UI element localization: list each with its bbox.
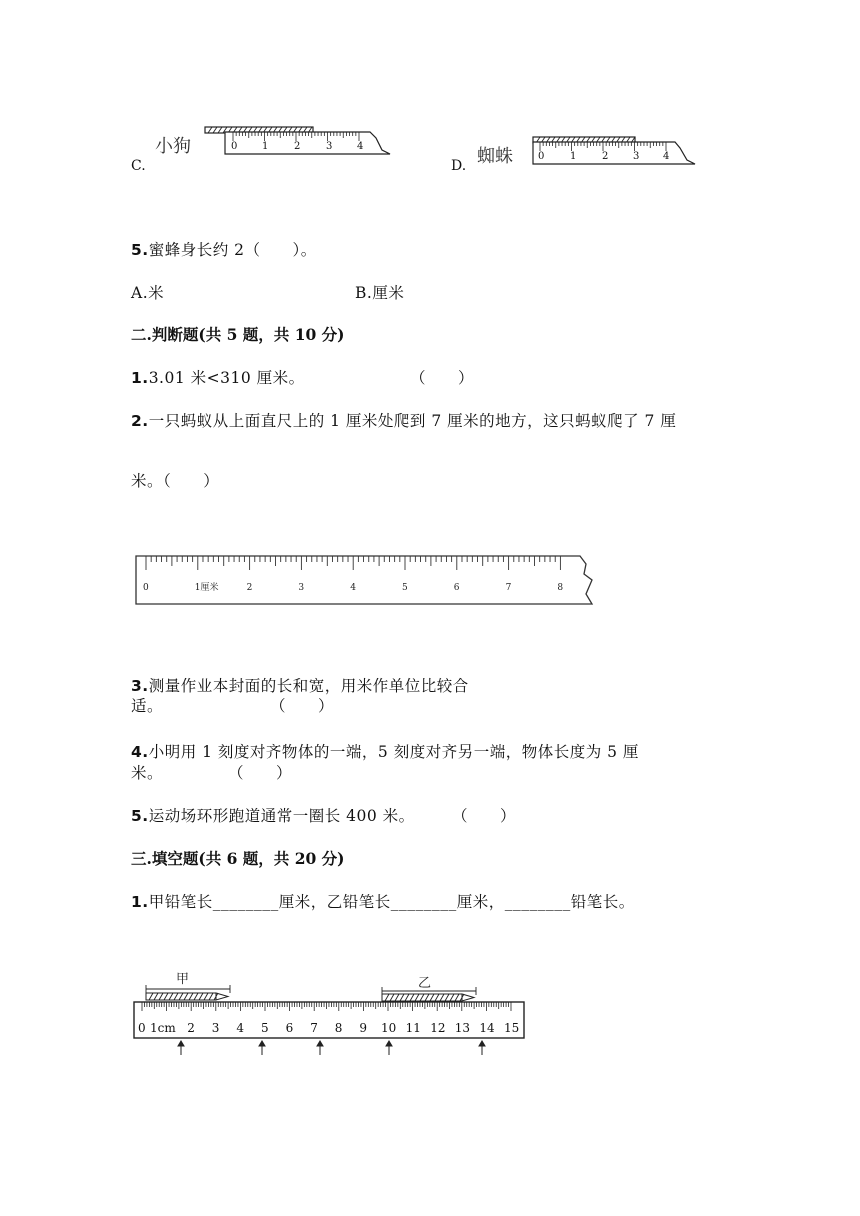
option-d-animal: 蜘蛛	[477, 146, 513, 167]
judge-item-4	[131, 740, 639, 762]
d-ruler-label: 3	[633, 151, 640, 162]
c-ruler-label: 1	[262, 141, 269, 152]
ruler-label: 15	[504, 1021, 520, 1035]
ruler-label: 8	[334, 1021, 343, 1035]
question-number: 5.	[131, 807, 149, 825]
ruler-label: 10	[381, 1021, 397, 1035]
fill-item-1	[131, 890, 635, 912]
ruler-label: 2	[246, 583, 253, 593]
d-ruler-label: 1	[570, 151, 577, 162]
question-text: 一只蚂蚁从上面直尺上的 1 厘米处爬到 7 厘米的地方，这只蚂蚁爬了 7 厘	[148, 412, 677, 430]
ruler-label: 0	[138, 1021, 146, 1035]
ruler-q2	[130, 550, 605, 626]
d-ruler-label: 4	[663, 151, 670, 162]
question-number: 5.	[131, 241, 149, 259]
c-ruler-label: 2	[294, 141, 301, 152]
ruler-label: 4	[236, 1021, 245, 1035]
ruler-label: 4	[350, 583, 356, 593]
q5-option-a[interactable]: A.米	[131, 284, 165, 302]
option-d-letter: D.	[451, 158, 467, 174]
arrow-up-icon	[259, 1041, 265, 1046]
judge-item-5	[131, 804, 415, 826]
c-ruler-label: 3	[326, 141, 333, 152]
answer-paren[interactable]: （ ）	[452, 807, 517, 825]
judge-item-3	[131, 674, 469, 696]
answer-paren[interactable]: （ ）	[228, 764, 293, 782]
ruler-label: 2	[187, 1021, 195, 1035]
option-c-ruler	[200, 124, 400, 164]
question-text[interactable]: 甲铅笔长________厘米，乙铅笔长________厘米，________铅笔长。	[148, 893, 635, 911]
option-c-animal: 小狗	[155, 136, 191, 157]
arrow-up-icon	[386, 1041, 392, 1046]
d-ruler-label: 2	[602, 151, 609, 162]
ruler-label: 6	[453, 583, 460, 593]
option-d	[430, 110, 860, 190]
question-number: 1.	[131, 369, 149, 387]
ruler-label: 9	[359, 1021, 368, 1035]
question-number: 2.	[131, 412, 149, 430]
arrow-up-icon	[178, 1041, 184, 1046]
answer-paren[interactable]: （ ）	[270, 697, 335, 715]
ruler-label: 7	[505, 583, 512, 593]
ruler-label: 11	[405, 1021, 421, 1035]
judge-item-1	[131, 366, 305, 388]
question-text-cont: 米。	[131, 764, 164, 782]
arrow-up-icon	[317, 1041, 323, 1046]
d-ruler-label: 0	[538, 151, 545, 162]
ruler-label: 3	[298, 583, 305, 593]
question-number: 4.	[131, 743, 149, 761]
ruler-label: 5	[261, 1021, 269, 1035]
ruler-label: 0	[143, 583, 149, 593]
ruler-label: 7	[310, 1021, 318, 1035]
question-text-cont[interactable]: 米。（ ）	[131, 472, 220, 490]
option-c-letter: C.	[131, 158, 146, 174]
section-3-title: 三.填空题(共 6 题，共 20 分)	[131, 849, 345, 868]
question-number: 3.	[131, 677, 149, 695]
question-text: 蜜蜂身长约 2（ ）。	[148, 241, 317, 259]
question-text: 3.01 米<310 厘米。	[148, 369, 305, 387]
q5-option-b[interactable]: B.厘米	[355, 284, 405, 302]
answer-paren[interactable]: （ ）	[410, 369, 475, 387]
question-5	[131, 238, 317, 260]
question-text-cont: 适。	[131, 697, 164, 715]
pencil-b	[382, 994, 474, 1001]
question-number: 1.	[131, 893, 149, 911]
ruler-label: 8	[557, 583, 564, 593]
ruler-label: 6	[285, 1021, 294, 1035]
ruler-label: 1cm	[150, 1021, 176, 1035]
pencil-ruler-figure	[128, 965, 533, 1065]
ruler-label: 13	[454, 1021, 471, 1035]
arrow-up-icon	[479, 1041, 485, 1046]
c-ruler-label: 4	[357, 141, 364, 152]
pencil-a-label: 甲	[176, 972, 190, 987]
ruler-label: 1厘米	[194, 583, 219, 593]
ruler-label: 5	[402, 583, 408, 593]
pencil-a	[146, 993, 228, 1000]
ruler-label: 12	[430, 1021, 446, 1035]
ruler-label: 14	[479, 1021, 495, 1035]
c-ruler-label: 0	[231, 141, 238, 152]
ruler-label: 3	[211, 1021, 220, 1035]
judge-item-2	[131, 409, 676, 431]
pencil-b-label: 乙	[418, 976, 432, 991]
option-d-ruler	[525, 134, 700, 172]
question-text: 测量作业本封面的长和宽，用米作单位比较合	[148, 677, 469, 695]
section-2-title: 二.判断题(共 5 题，共 10 分)	[131, 325, 345, 344]
question-text: 小明用 1 刻度对齐物体的一端，5 刻度对齐另一端，物体长度为 5 厘	[148, 743, 639, 761]
question-text: 运动场环形跑道通常一圈长 400 米。	[148, 807, 415, 825]
option-c	[0, 110, 430, 190]
